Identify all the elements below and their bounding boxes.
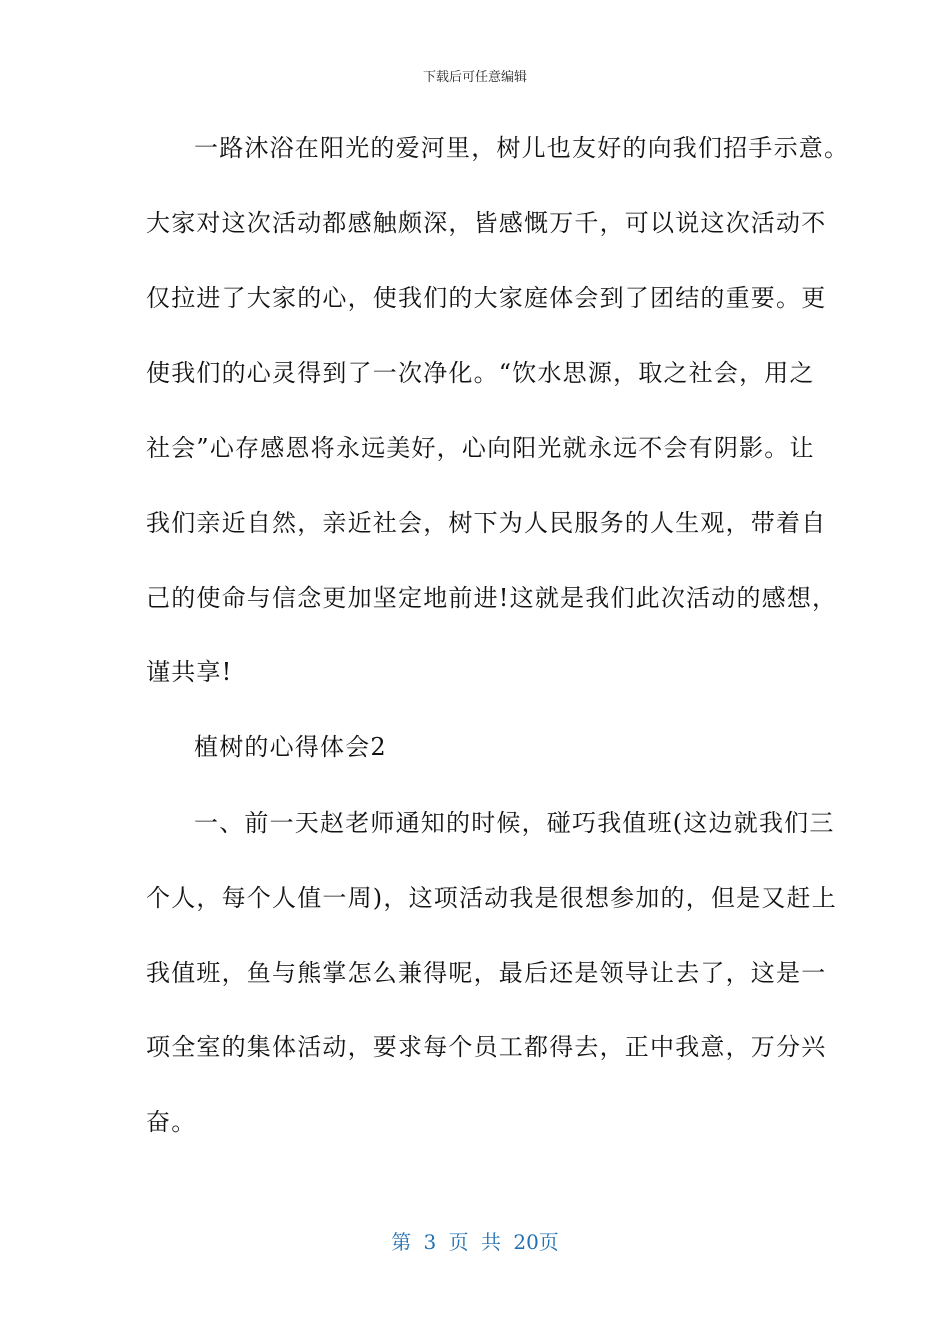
body-line-12: 项全室的集体活动，要求每个员工都得去，正中我意，万分兴 <box>146 1033 827 1061</box>
page-number-footer: 第 3 页 共 20页 <box>391 1230 559 1254</box>
section-heading: 植树的心得体会2 <box>194 733 387 761</box>
page-header: 下载后可任意编辑 <box>422 70 527 85</box>
body-line-10: 个人，每个人值一周)，这项活动我是很想参加的，但是又赶上 <box>146 884 837 912</box>
body-line-11: 我值班，鱼与熊掌怎么兼得呢，最后还是领导让去了，这是一 <box>146 959 827 987</box>
body-line-1: 一路沐浴在阳光的爱河里，树儿也友好的向我们招手示意。 <box>194 134 850 162</box>
body-line-13: 奋。 <box>146 1108 197 1136</box>
body-line-9: 一、前一天赵老师通知的时候，碰巧我值班(这边就我们三 <box>194 809 835 837</box>
body-line-5: 社会”心存感恩将永远美好，心向阳光就永远不会有阴影。让 <box>146 434 815 462</box>
body-line-8: 谨共享! <box>146 658 233 686</box>
body-line-3: 仅拉进了大家的心，使我们的大家庭体会到了团结的重要。更 <box>146 284 827 312</box>
body-line-2: 大家对这次活动都感触颇深，皆感慨万千，可以说这次活动不 <box>146 209 827 237</box>
body-line-6: 我们亲近自然，亲近社会，树下为人民服务的人生观，带着自 <box>146 509 827 537</box>
body-line-7: 己的使命与信念更加坚定地前进!这就是我们此次活动的感想， <box>146 584 838 612</box>
body-line-4: 使我们的心灵得到了一次净化。“饮水思源，取之社会，用之 <box>146 359 815 387</box>
